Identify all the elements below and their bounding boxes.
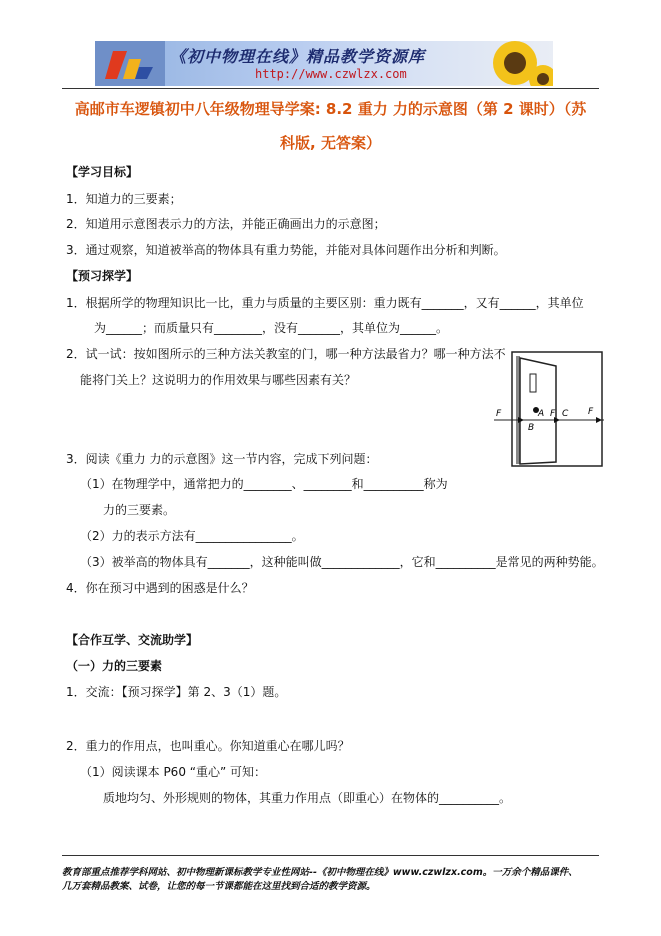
header-divider xyxy=(62,88,599,89)
question-1-line1: 1．根据所学的物理知识比一比，重力与质量的主要区别：重力既有_______，又有______，其单位 xyxy=(66,296,584,310)
goals-heading: 【学习目标】 xyxy=(66,165,139,179)
arrow-head xyxy=(596,417,602,423)
sunflower-icon xyxy=(493,41,553,86)
coop-item-2-1: （1）阅读课本 P60 “重心” 可知： xyxy=(80,765,267,779)
force-label: F xyxy=(496,409,502,419)
point-label: C xyxy=(562,409,569,419)
footer-line1: 教育部重点推荐学科网站、初中物理新课标教学专业性网站--《初中物理在线》www.czwlzx.com。一万余个精品课件、 xyxy=(62,867,578,878)
goal-item: 2．知道用示意图表示力的方法，并能正确画出力的示意图； xyxy=(66,217,386,231)
coop-item-2: 2．重力的作用点，也叫重心。你知道重心在哪儿吗？ xyxy=(66,739,350,753)
question-2-line2: 能将门关上？这说明力的作用效果与哪些因素有关？ xyxy=(80,373,357,387)
door-figure xyxy=(494,350,604,468)
question-1-line2: 为______；而质量只有________，没有_______，其单位为______。 xyxy=(94,321,449,335)
question-2-line1: 2．试一试：按如图所示的三种方法关教室的门，哪一种方法最省力？哪一种方法不 xyxy=(66,347,506,361)
coop-item-2-1-detail: 质地均匀、外形规则的物体，其重力作用点（即重心）在物体的__________。 xyxy=(103,791,512,805)
force-label: F xyxy=(588,407,594,417)
coop-heading: 【合作互学、交流助学】 xyxy=(66,633,199,647)
question-3-1-line2: 力的三要素。 xyxy=(103,503,176,517)
question-3-intro: 3．阅读《重力 力的示意图》这一节内容，完成下列问题： xyxy=(66,452,378,466)
question-3-3: （3）被举高的物体具有_______，这种能叫做_____________，它和__________是常见的两种势能。 xyxy=(80,555,604,569)
document-title-line2: 科版, 无答案） xyxy=(280,134,381,152)
header-banner xyxy=(95,41,553,86)
question-3-2: （2）力的表示方法有________________。 xyxy=(80,529,304,543)
footer-line2: 几万套精品教案、试卷，让您的每一节课都能在这里找到合适的教学资源。 xyxy=(62,881,376,892)
point-label: A xyxy=(538,409,545,419)
footer-divider xyxy=(62,855,599,856)
goal-item: 1．知道力的三要素； xyxy=(66,192,182,206)
subsection-heading: （一）力的三要素 xyxy=(66,659,163,673)
goal-item: 3．通过观察，知道被举高的物体具有重力势能，并能对具体问题作出分析和判断。 xyxy=(66,243,506,257)
question-3-1-line1: （1）在物理学中，通常把力的________、________和__________称为 xyxy=(80,477,448,491)
banner-url[interactable]: http://www.czwlzx.com xyxy=(255,67,407,81)
point-label: B xyxy=(528,423,535,433)
force-label: F xyxy=(550,409,556,419)
banner-title: 《初中物理在线》精品教学资源库 xyxy=(170,47,426,66)
question-4: 4．你在预习中遇到的困惑是什么？ xyxy=(66,581,254,595)
document-title-line1: 高邮市车逻镇初中八年级物理导学案: 8.2 重力 力的示意图（第 2 课时）（苏 xyxy=(74,100,587,118)
coop-item-1: 1．交流：【预习探学】第 2、3（1）题。 xyxy=(66,685,287,699)
preview-heading: 【预习探学】 xyxy=(66,269,139,283)
